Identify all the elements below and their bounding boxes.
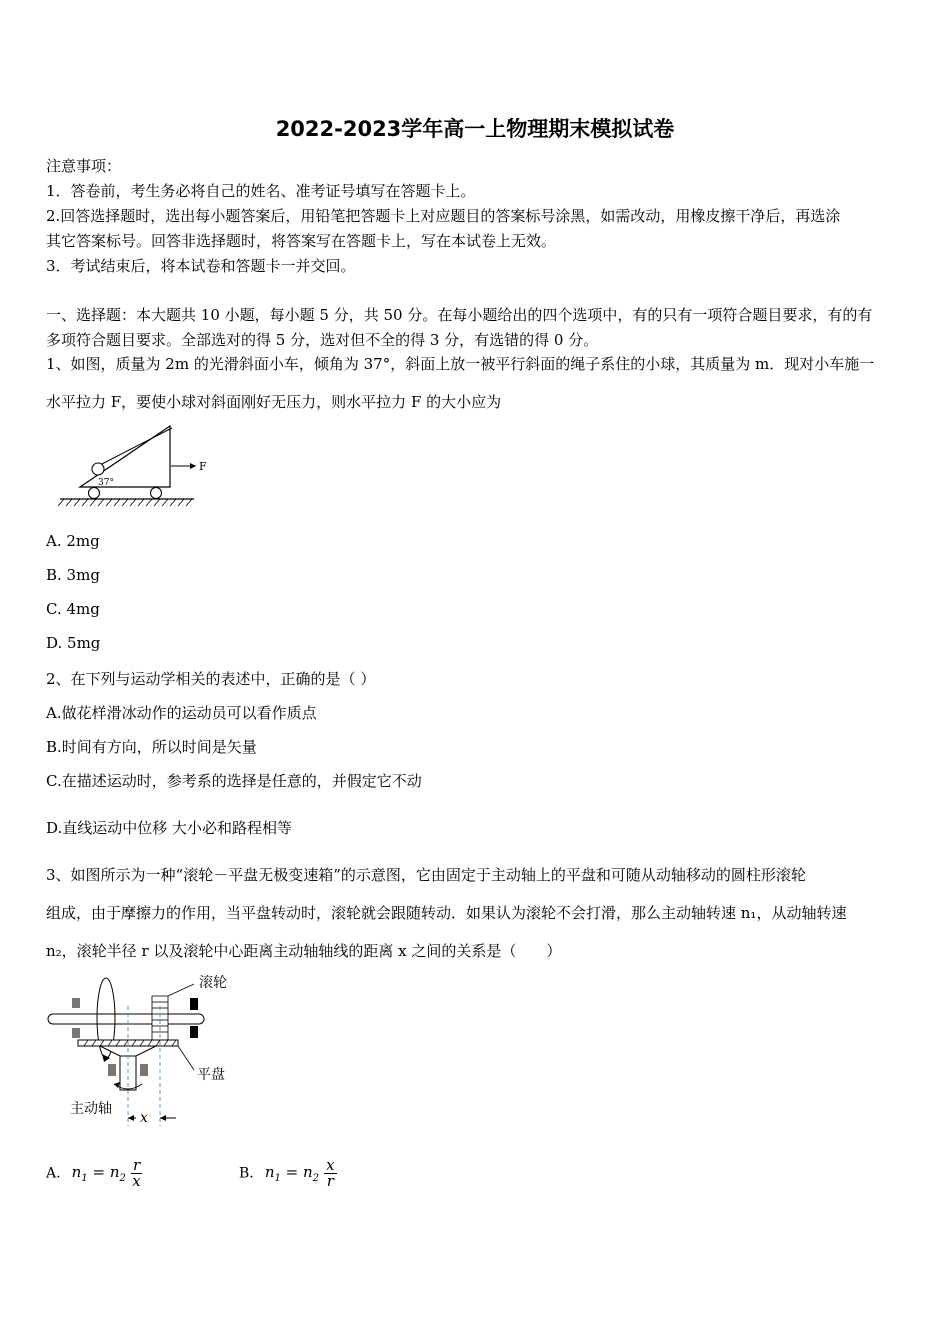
q3-option-a-fraction bbox=[131, 1158, 142, 1189]
q1-stem-line2: 水平拉力 F，要使小球对斜面刚好无压力，则水平拉力 F 的大小应为 bbox=[46, 393, 502, 411]
wheel-right bbox=[151, 488, 162, 499]
roller-wheel bbox=[152, 996, 168, 1040]
force-arrowhead bbox=[190, 463, 196, 469]
shaft-label: 主动轴 bbox=[70, 1101, 112, 1117]
roller-label: 滚轮 bbox=[199, 975, 227, 991]
x-label: x bbox=[140, 1110, 148, 1126]
q3-option-b-denominator: r bbox=[326, 1172, 334, 1190]
notice-item-3: 3．考试结束后，将本试卷和答题卡一并交回。 bbox=[46, 257, 356, 275]
bearing-top-left bbox=[72, 998, 80, 1008]
q3-option-b bbox=[239, 1158, 337, 1189]
ground-hatch bbox=[58, 499, 192, 506]
q1-stem-line1: 1、如图，质量为 2m 的光滑斜面小车，倾角为 37°，斜面上放一被平行斜面的绳子系住的小球，其质量为 m．现对小车施一 bbox=[46, 355, 875, 373]
q1-option-a: A. 2mg bbox=[46, 532, 100, 550]
q1-incline-figure bbox=[58, 424, 218, 508]
ball bbox=[92, 463, 104, 475]
q2-option-b: B.时间有方向，所以时间是矢量 bbox=[46, 738, 257, 756]
q3-option-b-lhs: $n_1 = n_2$ bbox=[264, 1163, 320, 1184]
wheel-left bbox=[89, 488, 100, 499]
q2-option-d: D.直线运动中位移 大小必和路程相等 bbox=[46, 819, 293, 837]
notice-item-2-cont: 其它答案标号。回答非选择题时，将答案写在答题卡上，写在本试卷上无效。 bbox=[46, 232, 557, 250]
force-label: F bbox=[199, 460, 207, 473]
q1-option-b: B. 3mg bbox=[46, 566, 100, 584]
bearing-shaft-right bbox=[140, 1064, 148, 1076]
driven-shaft bbox=[48, 1014, 204, 1024]
page-title: 2022-2023学年高一上物理期末模拟试卷 bbox=[275, 117, 675, 141]
q1-option-d: D. 5mg bbox=[46, 634, 101, 652]
q2-stem: 2、在下列与运动学相关的表述中，正确的是（ ） bbox=[46, 670, 376, 688]
q3-option-a-denominator: x bbox=[132, 1172, 141, 1190]
angle-label: 37° bbox=[98, 478, 114, 488]
bearing-bottom-right bbox=[190, 1026, 198, 1038]
incline-rope bbox=[98, 428, 172, 466]
section-intro-line1: 一、选择题：本大题共 10 小题，每小题 5 分，共 50 分。在每小题给出的四个选项中，有的只有一项符合题目要求，有的有 bbox=[46, 306, 873, 324]
q2-option-c: C.在描述运动时，参考系的选择是任意的，并假定它不动 bbox=[46, 772, 422, 790]
notice-item-1: 1．答卷前，考生务必将自己的姓名、准考证号填写在答题卡上。 bbox=[46, 182, 476, 200]
roller-leader bbox=[168, 984, 194, 996]
q3-option-a bbox=[46, 1158, 142, 1189]
bearing-top-right bbox=[190, 998, 198, 1010]
q2-option-a: A.做花样滑冰动作的运动员可以看作质点 bbox=[46, 704, 317, 722]
notice-item-2: 2.回答选择题时，选出每小题答案后，用铅笔把答题卡上对应题目的答案标号涂黑，如需改动，用橡皮擦干净后，再选涂 bbox=[46, 207, 841, 225]
x-dim-right-head bbox=[160, 1115, 166, 1121]
incline-body bbox=[80, 426, 170, 487]
q3-option-b-label: B. bbox=[239, 1165, 254, 1182]
q3-option-a-numerator: r bbox=[132, 1156, 141, 1174]
q3-option-b-numerator: x bbox=[326, 1156, 335, 1174]
q1-option-c: C. 4mg bbox=[46, 600, 100, 618]
q3-stem-line1: 3、如图所示为一种“滚轮－平盘无极变速箱”的示意图，它由固定于主动轴上的平盘和可随从动轴移动的圆柱形滚轮 bbox=[46, 866, 806, 884]
section-intro-line2: 多项符合题目要求。全部选对的得 5 分，选对但不全的得 3 分，有选错的得 0 分。 bbox=[46, 331, 599, 349]
q3-option-b-fraction bbox=[324, 1158, 336, 1189]
x-dim-left-head bbox=[128, 1115, 134, 1121]
q3-option-a-lhs: $n_1 = n_2$ bbox=[71, 1163, 126, 1184]
q3-stem-line3: n₂，滚轮半径 r 以及滚轮中心距离主动轴轴线的距离 x 之间的关系是（ ） bbox=[46, 942, 562, 960]
q3-stem-line2: 组成，由于摩擦力的作用，当平盘转动时，滚轮就会跟随转动．如果认为滚轮不会打滑，那么主动轴转速 n₁，从动轴转速 bbox=[46, 904, 847, 922]
bearing-shaft-left bbox=[108, 1064, 116, 1076]
notice-heading: 注意事项： bbox=[46, 157, 122, 175]
disk-label: 平盘 bbox=[197, 1067, 225, 1083]
disk-leader bbox=[178, 1046, 194, 1070]
rotation-arrowhead bbox=[102, 1054, 110, 1062]
q3-transmission-figure bbox=[44, 966, 244, 1126]
q3-option-a-label: A. bbox=[46, 1165, 61, 1182]
bearing-bottom-left bbox=[72, 1028, 80, 1038]
